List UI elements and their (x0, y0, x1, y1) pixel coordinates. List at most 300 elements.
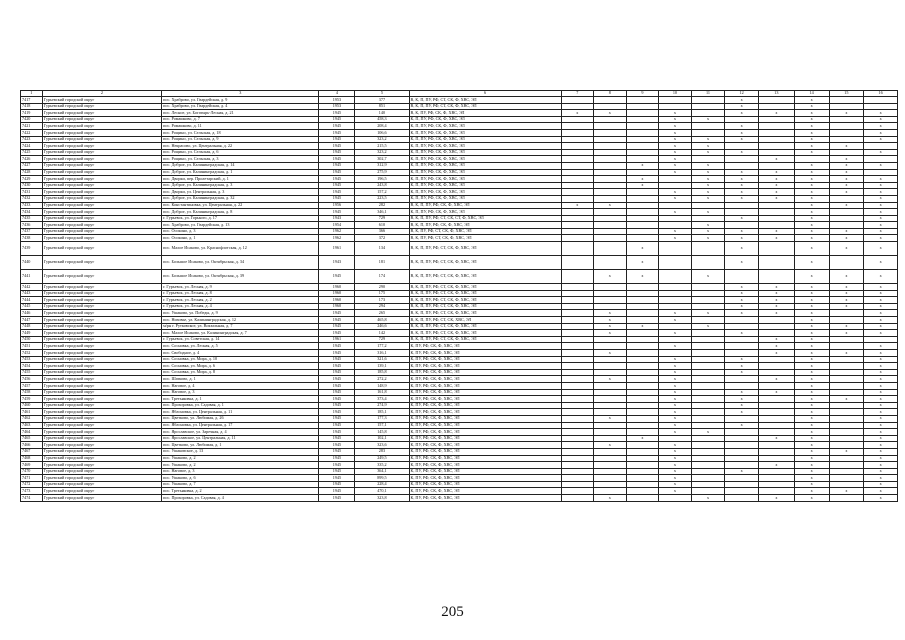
mark-cell: x (659, 396, 692, 403)
mark-cell (561, 123, 594, 130)
mark-cell (829, 310, 864, 317)
mark-cell (659, 284, 692, 291)
mark-cell: x (725, 123, 759, 130)
mark-cell: x (794, 455, 829, 462)
mark-cell (829, 481, 864, 488)
district-cell: Гурьевский городской округ (42, 189, 161, 196)
mark-cell (626, 129, 659, 136)
year-cell: 1945 (319, 429, 355, 436)
year-cell: 1943 (319, 256, 355, 270)
year-cell: 1945 (319, 415, 355, 422)
mark-cell (561, 222, 594, 229)
address-cell: пос. Храброво, ул. Гвардейская, д. 9 (162, 97, 319, 104)
mark-cell: x (794, 448, 829, 455)
row-number-cell: 7427 (21, 162, 43, 169)
mark-cell (725, 435, 759, 442)
mark-cell (561, 323, 594, 330)
mark-cell: x (794, 317, 829, 324)
address-cell: пос. Ромашково, д. 11 (162, 123, 319, 130)
year-cell: 1945 (319, 169, 355, 176)
elements-cell: В, К, П, ПУ, РФ, СТ, СК, Ф, ХВС, ЭЛ (409, 103, 561, 110)
mark-cell: x (864, 468, 898, 475)
mark-cell (691, 475, 725, 482)
mark-cell: x (626, 176, 659, 183)
mark-cell (725, 462, 759, 469)
year-cell: 1945 (319, 422, 355, 429)
mark-cell (561, 442, 594, 449)
address-cell: пос. Доброе, ул. Калининградская, д. 1 (162, 169, 319, 176)
elements-cell: К, ПУ, РФ, СК, Ф, ХВС, ЭЛ (409, 435, 561, 442)
mark-cell: x (659, 162, 692, 169)
table-row (21, 202, 898, 209)
address-cell: пос. Дворки, ул. Центральная, д. 3 (162, 189, 319, 196)
mark-cell (561, 363, 594, 370)
mark-cell: x (725, 356, 759, 363)
mark-cell: x (725, 284, 759, 291)
district-cell: Гурьевский городской округ (42, 209, 161, 216)
mark-cell (626, 202, 659, 209)
mark-cell: x (691, 162, 725, 169)
row-number-cell: 7448 (21, 323, 43, 330)
mark-cell: x (864, 110, 898, 117)
row-number-cell: 7418 (21, 103, 43, 110)
mark-cell (758, 136, 794, 143)
district-cell: Гурьевский городской округ (42, 297, 161, 304)
elements-cell: К, ПУ, РФ, СК, Ф, ХВС, ЭЛ (409, 350, 561, 357)
page-number: 205 (441, 604, 464, 620)
mark-cell (829, 215, 864, 222)
table-row (21, 209, 898, 216)
mark-cell (561, 409, 594, 416)
mark-cell (758, 129, 794, 136)
mark-cell (594, 97, 627, 104)
address-cell: пос. Большое Исаково, ул. Октябрьская, д. 39 (162, 270, 319, 284)
mark-cell: x (725, 468, 759, 475)
district-cell: Гурьевский городской округ (42, 123, 161, 130)
mark-cell (829, 149, 864, 156)
table-row (21, 402, 898, 409)
mark-cell (561, 422, 594, 429)
area-cell: 372 (355, 235, 409, 242)
mark-cell: x (659, 110, 692, 117)
district-cell: Гурьевский городской округ (42, 176, 161, 183)
table-row (21, 176, 898, 183)
mark-cell: x (758, 176, 794, 183)
mark-cell: x (725, 228, 759, 235)
mark-cell: x (725, 256, 759, 270)
mark-cell (594, 284, 627, 291)
mark-cell: x (864, 402, 898, 409)
row-number-cell: 7421 (21, 123, 43, 130)
mark-cell (626, 189, 659, 196)
elements-cell: К, ПУ, РФ, СК, Ф, ХВС, ЭЛ (409, 363, 561, 370)
row-number-cell: 7461 (21, 409, 43, 416)
mark-cell: x (725, 242, 759, 256)
row-number-cell: 7441 (21, 270, 43, 284)
mark-cell: x (691, 176, 725, 183)
mark-cell (626, 110, 659, 117)
address-cell: пос. Ярославское, ул. Центральная, д. 11 (162, 435, 319, 442)
mark-cell (691, 123, 725, 130)
elements-cell: К, П, ПУ, РФ, СК, Ф, ХВС, ЭЛ (409, 209, 561, 216)
mark-cell (691, 382, 725, 389)
mark-cell: x (794, 136, 829, 143)
mark-cell (829, 103, 864, 110)
address-cell: пос. Третьяковка, д. 2 (162, 488, 319, 495)
mark-cell (829, 455, 864, 462)
column-header: 1 (21, 91, 43, 97)
mark-cell: x (794, 97, 829, 104)
address-cell: пос. Яблоновка, ул. Центральная, д. 17 (162, 422, 319, 429)
year-cell: 1945 (319, 116, 355, 123)
mark-cell: x (794, 209, 829, 216)
mark-cell: x (794, 195, 829, 202)
mark-cell (561, 336, 594, 343)
mark-cell: x (725, 235, 759, 242)
mark-cell (594, 235, 627, 242)
mark-cell (594, 149, 627, 156)
area-cell: 246,6 (355, 323, 409, 330)
column-header: 4 (319, 91, 355, 97)
mark-cell (725, 156, 759, 163)
row-number-cell: 7426 (21, 156, 43, 163)
year-cell: 1945 (319, 110, 355, 117)
elements-cell: К, ПУ, РФ, СК, Ф, ХВС, ЭЛ (409, 402, 561, 409)
mark-cell (758, 363, 794, 370)
table-row (21, 336, 898, 343)
mark-cell: x (829, 330, 864, 337)
table-row (21, 396, 898, 403)
mark-cell: x (864, 356, 898, 363)
mark-cell (829, 256, 864, 270)
mark-cell: x (864, 495, 898, 502)
elements-cell: К, ПУ, РФ, СК, Ф, ХВС, ЭЛ (409, 422, 561, 429)
mark-cell (659, 495, 692, 502)
district-cell: Гурьевский городской округ (42, 215, 161, 222)
mark-cell: x (794, 356, 829, 363)
area-cell: 275,9 (355, 169, 409, 176)
address-cell: пос. Большое Исаково, ул. Октябрьская, д. 34 (162, 256, 319, 270)
year-cell: 1945 (319, 323, 355, 330)
table-row (21, 382, 898, 389)
mark-cell: x (829, 189, 864, 196)
area-cell: 208,4 (355, 123, 409, 130)
mark-cell (626, 350, 659, 357)
elements-cell: В, К, П, ПУ, РФ, СТ, СК, Ф, ХВС, ЭЛ (409, 336, 561, 343)
mark-cell (758, 429, 794, 436)
mark-cell: x (659, 136, 692, 143)
address-cell: г. Гурьевск, ул. Лесная, д. 9 (162, 284, 319, 291)
table-row (21, 103, 898, 110)
mark-cell (758, 323, 794, 330)
address-cell: пос. Ярославское, ул. Заречная, д. 4 (162, 429, 319, 436)
mark-cell: x (659, 189, 692, 196)
mark-cell (691, 422, 725, 429)
mark-cell (659, 435, 692, 442)
year-cell: 1960 (319, 297, 355, 304)
mark-cell: x (829, 284, 864, 291)
elements-cell: В, К, П, ПУ, РФ, СТ, СК, Ф, ХВС, ЭЛ (409, 303, 561, 310)
mark-cell: x (691, 270, 725, 284)
mark-cell: x (725, 389, 759, 396)
table-row (21, 169, 898, 176)
mark-cell (561, 297, 594, 304)
mark-cell (829, 462, 864, 469)
elements-cell: К, П, ПУ, РФ, СК, Ф, ХВС, ЭЛ (409, 182, 561, 189)
row-number-cell: 7462 (21, 415, 43, 422)
mark-cell (829, 136, 864, 143)
mark-cell: x (829, 270, 864, 284)
mark-cell: x (691, 116, 725, 123)
table-row (21, 462, 898, 469)
table-row (21, 415, 898, 422)
mark-cell (691, 363, 725, 370)
table-row (21, 284, 898, 291)
mark-cell (594, 156, 627, 163)
mark-cell (626, 143, 659, 150)
column-header: 9 (626, 91, 659, 97)
mark-cell (758, 455, 794, 462)
column-header: 12 (725, 91, 759, 97)
row-number-cell: 7428 (21, 169, 43, 176)
district-cell: Гурьевский городской округ (42, 336, 161, 343)
mark-cell (864, 156, 898, 163)
mark-cell (758, 317, 794, 324)
mark-cell (626, 475, 659, 482)
mark-cell: x (864, 396, 898, 403)
area-cell: 223,5 (355, 195, 409, 202)
address-cell: пос. Доброе, ул. Калининградская, д. 3 (162, 182, 319, 189)
mark-cell (758, 143, 794, 150)
mark-cell: x (659, 317, 692, 324)
mark-cell: x (626, 435, 659, 442)
mark-cell (725, 317, 759, 324)
area-cell: 851 (355, 103, 409, 110)
mark-cell (829, 209, 864, 216)
mark-cell (691, 468, 725, 475)
row-number-cell: 7429 (21, 176, 43, 183)
address-cell: пос. Сосновка, ул. Мира, д. 6 (162, 363, 319, 370)
mark-cell (594, 195, 627, 202)
row-number-cell: 7443 (21, 290, 43, 297)
elements-cell: К, ПУ, РФ, СК, Ф, ХВС, ЭЛ (409, 455, 561, 462)
column-header: 16 (864, 91, 898, 97)
mark-cell (626, 455, 659, 462)
row-number-cell: 7466 (21, 442, 43, 449)
mark-cell (758, 242, 794, 256)
address-cell: пос. Наговое, д. 3 (162, 468, 319, 475)
area-cell: 272,2 (355, 376, 409, 383)
mark-cell: x (864, 290, 898, 297)
row-number-cell: 7459 (21, 396, 43, 403)
mark-cell (594, 303, 627, 310)
mark-cell (626, 382, 659, 389)
mark-cell (758, 415, 794, 422)
mark-cell (594, 429, 627, 436)
mark-cell: x (864, 116, 898, 123)
mark-cell: x (758, 235, 794, 242)
mark-cell: x (794, 363, 829, 370)
elements-cell: В, К, П, ПУ, РФ, СТ, СК, Ф, ХВС, ЭЛ (409, 310, 561, 317)
column-header: 14 (794, 91, 829, 97)
row-number-cell: 7435 (21, 215, 43, 222)
year-cell: 1953 (319, 97, 355, 104)
mark-cell (626, 310, 659, 317)
year-cell: 1945 (319, 209, 355, 216)
district-cell: Гурьевский городской округ (42, 284, 161, 291)
mark-cell: x (626, 162, 659, 169)
mark-cell (829, 123, 864, 130)
mark-cell: x (864, 369, 898, 376)
table-row (21, 228, 898, 235)
mark-cell (561, 462, 594, 469)
address-cell: пос. Сосновка, ул. Лесная, д. 5 (162, 343, 319, 350)
column-header: 11 (691, 91, 725, 97)
mark-cell (594, 455, 627, 462)
mark-cell (758, 202, 794, 209)
mark-cell (691, 376, 725, 383)
address-cell: г. Гурьевск, ул. Горького, д. 17 (162, 215, 319, 222)
row-number-cell: 7465 (21, 435, 43, 442)
mark-cell (659, 202, 692, 209)
area-cell: 323,6 (355, 442, 409, 449)
year-cell: 1945 (319, 363, 355, 370)
mark-cell (691, 343, 725, 350)
mark-cell: x (691, 235, 725, 242)
area-cell: 458,3 (355, 116, 409, 123)
table-row (21, 222, 898, 229)
mark-cell: x (594, 270, 627, 284)
area-cell: 312,9 (355, 162, 409, 169)
table-row (21, 123, 898, 130)
mark-cell: x (794, 369, 829, 376)
column-header: 10 (659, 91, 692, 97)
mark-cell: x (659, 228, 692, 235)
mark-cell (659, 97, 692, 104)
area-cell: 228,4 (355, 481, 409, 488)
mark-cell (561, 382, 594, 389)
area-cell: 145,8 (355, 429, 409, 436)
mark-cell: x (725, 422, 759, 429)
mark-cell (659, 222, 692, 229)
area-cell: 323,2 (355, 149, 409, 156)
district-cell: Гурьевский городской округ (42, 149, 161, 156)
mark-cell (864, 97, 898, 104)
mark-cell: x (594, 202, 627, 209)
district-cell: Гурьевский городской округ (42, 396, 161, 403)
mark-cell (691, 215, 725, 222)
mark-cell (758, 481, 794, 488)
elements-cell: К, ПУ, РФ, СК, Ф, ХВС, ЭЛ (409, 382, 561, 389)
table-row (21, 242, 898, 256)
area-cell: 106,6 (355, 129, 409, 136)
address-cell: пос. Малое Исаково, ул. Краснофлотская, д. 12 (162, 242, 319, 256)
district-cell: Гурьевский городской округ (42, 303, 161, 310)
elements-cell: К, П, ПУ, РФ, СК, Ф, ХВС, ЭЛ (409, 149, 561, 156)
area-cell: 364,1 (355, 468, 409, 475)
address-cell: пос. Ушаковское, д. 13 (162, 448, 319, 455)
district-cell: Гурьевский городской округ (42, 448, 161, 455)
area-cell: 465,8 (355, 317, 409, 324)
address-cell: пос. Прохоровка, ул. Садовая, д. 4 (162, 495, 319, 502)
row-number-cell: 7460 (21, 402, 43, 409)
mark-cell (594, 189, 627, 196)
column-header: 15 (829, 91, 864, 97)
mark-cell (725, 488, 759, 495)
table-row (21, 256, 898, 270)
mark-cell (626, 330, 659, 337)
row-number-cell: 7420 (21, 116, 43, 123)
mark-cell (561, 235, 594, 242)
mark-cell (594, 422, 627, 429)
mark-cell: x (829, 488, 864, 495)
mark-cell (659, 176, 692, 183)
district-cell: Гурьевский городской округ (42, 202, 161, 209)
mark-cell: x (725, 297, 759, 304)
mark-cell: x (594, 376, 627, 383)
mark-cell: x (794, 396, 829, 403)
mark-cell (725, 429, 759, 436)
year-cell: 1945 (319, 330, 355, 337)
area-cell: 243,8 (355, 182, 409, 189)
mark-cell (864, 169, 898, 176)
mark-cell: x (794, 488, 829, 495)
year-cell: 1960 (319, 290, 355, 297)
mark-cell (594, 290, 627, 297)
elements-cell: В, К, П, ПУ, РФ, СТ, СК, ХВС, ЭЛ (409, 317, 561, 324)
row-number-cell: 7431 (21, 189, 43, 196)
area-cell: 157,1 (355, 422, 409, 429)
row-number-cell: 7433 (21, 202, 43, 209)
year-cell: 1945 (319, 488, 355, 495)
address-cell: пос. Доброе, ул. Калининградская, д. 8 (162, 209, 319, 216)
mark-cell: x (659, 356, 692, 363)
mark-cell: x (659, 195, 692, 202)
mark-cell: x (758, 350, 794, 357)
district-cell: Гурьевский городской округ (42, 116, 161, 123)
mark-cell (594, 396, 627, 403)
area-cell: 290 (355, 284, 409, 291)
mark-cell (691, 110, 725, 117)
mark-cell (626, 97, 659, 104)
mark-cell (561, 162, 594, 169)
district-cell: Гурьевский городской округ (42, 310, 161, 317)
year-cell: 1945 (319, 468, 355, 475)
mark-cell (758, 356, 794, 363)
mark-cell: x (864, 429, 898, 436)
area-cell: 102,1 (355, 435, 409, 442)
mark-cell (626, 215, 659, 222)
mark-cell: x (864, 270, 898, 284)
mark-cell (691, 442, 725, 449)
mark-cell: x (594, 330, 627, 337)
mark-cell (691, 389, 725, 396)
mark-cell: x (659, 310, 692, 317)
mark-cell: x (758, 195, 794, 202)
mark-cell: x (725, 363, 759, 370)
mark-cell: x (691, 149, 725, 156)
mark-cell (725, 455, 759, 462)
mark-cell (691, 156, 725, 163)
table-row (21, 389, 898, 396)
elements-cell: К, П, ПУ, РФ, СК, Ф, ХВС, ЭЛ (409, 129, 561, 136)
address-cell: пос. Ушаково, д. 7 (162, 481, 319, 488)
mark-cell (691, 455, 725, 462)
address-cell: пос. Рощино, ул. Сельская, д. 9 (162, 136, 319, 143)
mark-cell (725, 481, 759, 488)
table-row (21, 363, 898, 370)
mark-cell: x (691, 222, 725, 229)
